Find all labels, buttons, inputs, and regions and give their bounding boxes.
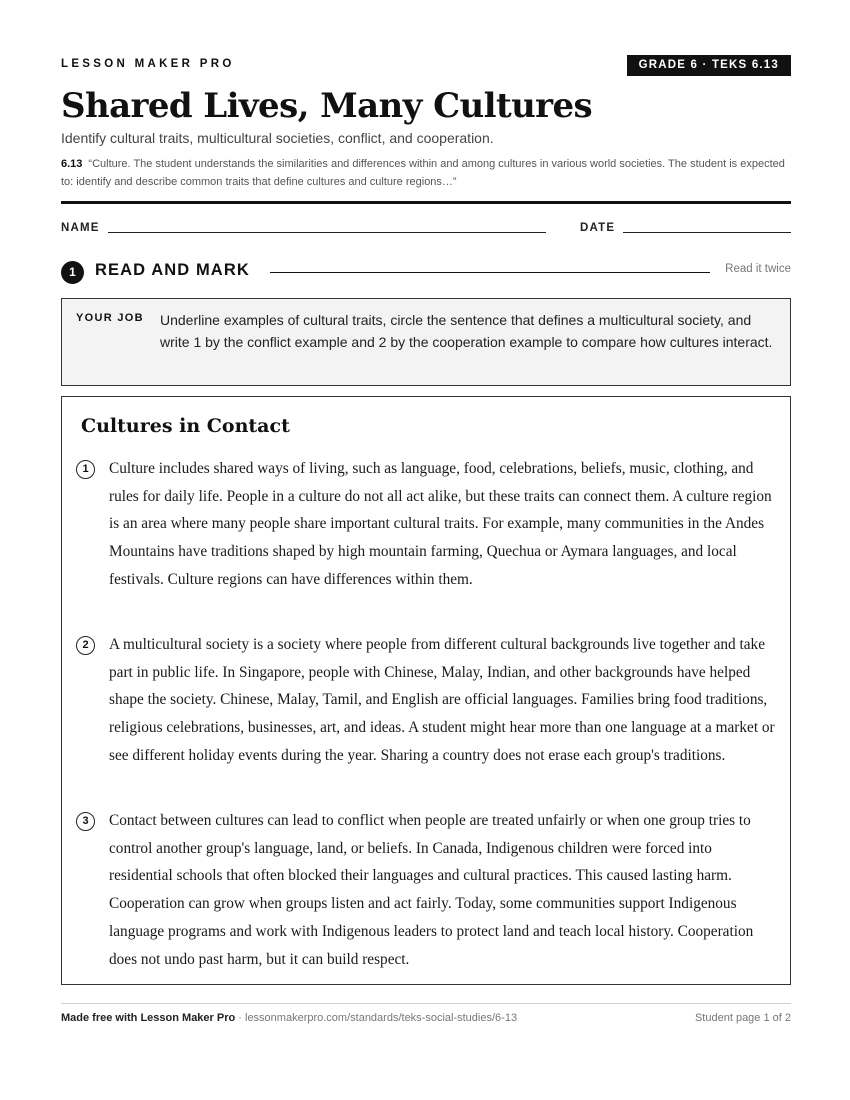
- footer-url[interactable]: · lessonmakerpro.com/standards/teks-social-studies/6-13: [235, 1012, 518, 1024]
- standard-citation: [61, 156, 791, 191]
- date-field[interactable]: [623, 232, 791, 233]
- your-job-instructions: Underline examples of cultural traits, circle the sentence that defines a multicultural society, and write 1 by the conflict example and 2 by the cooperation example to compare how cultures interact.: [160, 312, 773, 350]
- name-field[interactable]: [108, 232, 546, 233]
- section-number-badge: 1: [61, 261, 84, 284]
- page-subtitle: Identify cultural traits, multicultural societies, conflict, and cooperation.: [61, 130, 494, 146]
- standard-code: 6.13: [61, 158, 83, 170]
- reading-title: Cultures in Contact: [81, 415, 290, 437]
- section-title: READ AND MARK: [95, 261, 250, 279]
- name-date-row: [61, 222, 791, 238]
- section-1-header: [61, 260, 791, 284]
- date-label: DATE: [580, 222, 616, 234]
- grade-badge: GRADE 6 · TEKS 6.13: [627, 55, 791, 76]
- paragraph-text: Culture includes shared ways of living, such as language, food, celebrations, beliefs, music, clothing, and rules for daily life. People in a culture do not all act alike, but these traits can connect them. A culture region is an area where many people share important cultural traits. For example, many communities in the Andes Mountains have traditions shaped by high mountain farming, Quechua or Aymara languages, and local festivals. Culture regions can have differences within them.: [109, 460, 772, 588]
- paragraph-text: Contact between cultures can lead to conflict when people are treated unfairly or when one group tries to control another group's language, land, or beliefs. In Canada, Indigenous children were forced into residential schools that often blocked their languages and cultural practices. This caused lasting harm. Cooperation can grow when groups listen and act fairly. Today, some communities support Indigenous language programs and work with Indigenous leaders to protect land and teach local history. Cooperation does not undo past harm, but it can build respect.: [109, 812, 754, 968]
- your-job-label: YOUR JOB: [76, 312, 144, 324]
- header-divider: [61, 201, 791, 204]
- your-job-box: [61, 298, 791, 386]
- paragraph-text: A multicultural society is a society where people from different cultural backgrounds live together and take part in public life. In Singapore, people with Chinese, Malay, Indian, and other backgrounds have helped shape the society. Chinese, Malay, Tamil, and English are official languages. Families bring food traditions, religious celebrations, businesses, art, and ideas. A student might hear more than one language at a market or see different holiday events during the year. Sharing a country does not erase each group's traditions.: [109, 636, 775, 764]
- paragraph-number: 1: [76, 460, 95, 479]
- footer-made-with: Made free with Lesson Maker Pro: [61, 1012, 236, 1024]
- brand-name: LESSON MAKER PRO: [61, 58, 235, 70]
- standard-text: “Culture. The student understands the similarities and differences within and among cultures in various world societies. The student is expected to: identify and describe common traits that define cultures and culture regions…”: [61, 158, 785, 188]
- reading-passage: [61, 396, 791, 985]
- name-label: NAME: [61, 222, 100, 234]
- paragraph-number: 3: [76, 812, 95, 831]
- section-divider: [270, 272, 710, 273]
- footer-credit: [61, 1012, 517, 1024]
- section-note: Read it twice: [725, 263, 791, 275]
- page-title: Shared Lives, Many Cultures: [61, 86, 593, 126]
- paragraph-number: 2: [76, 636, 95, 655]
- page-number: Student page 1 of 2: [694, 1012, 791, 1024]
- footer-divider: [61, 1003, 791, 1004]
